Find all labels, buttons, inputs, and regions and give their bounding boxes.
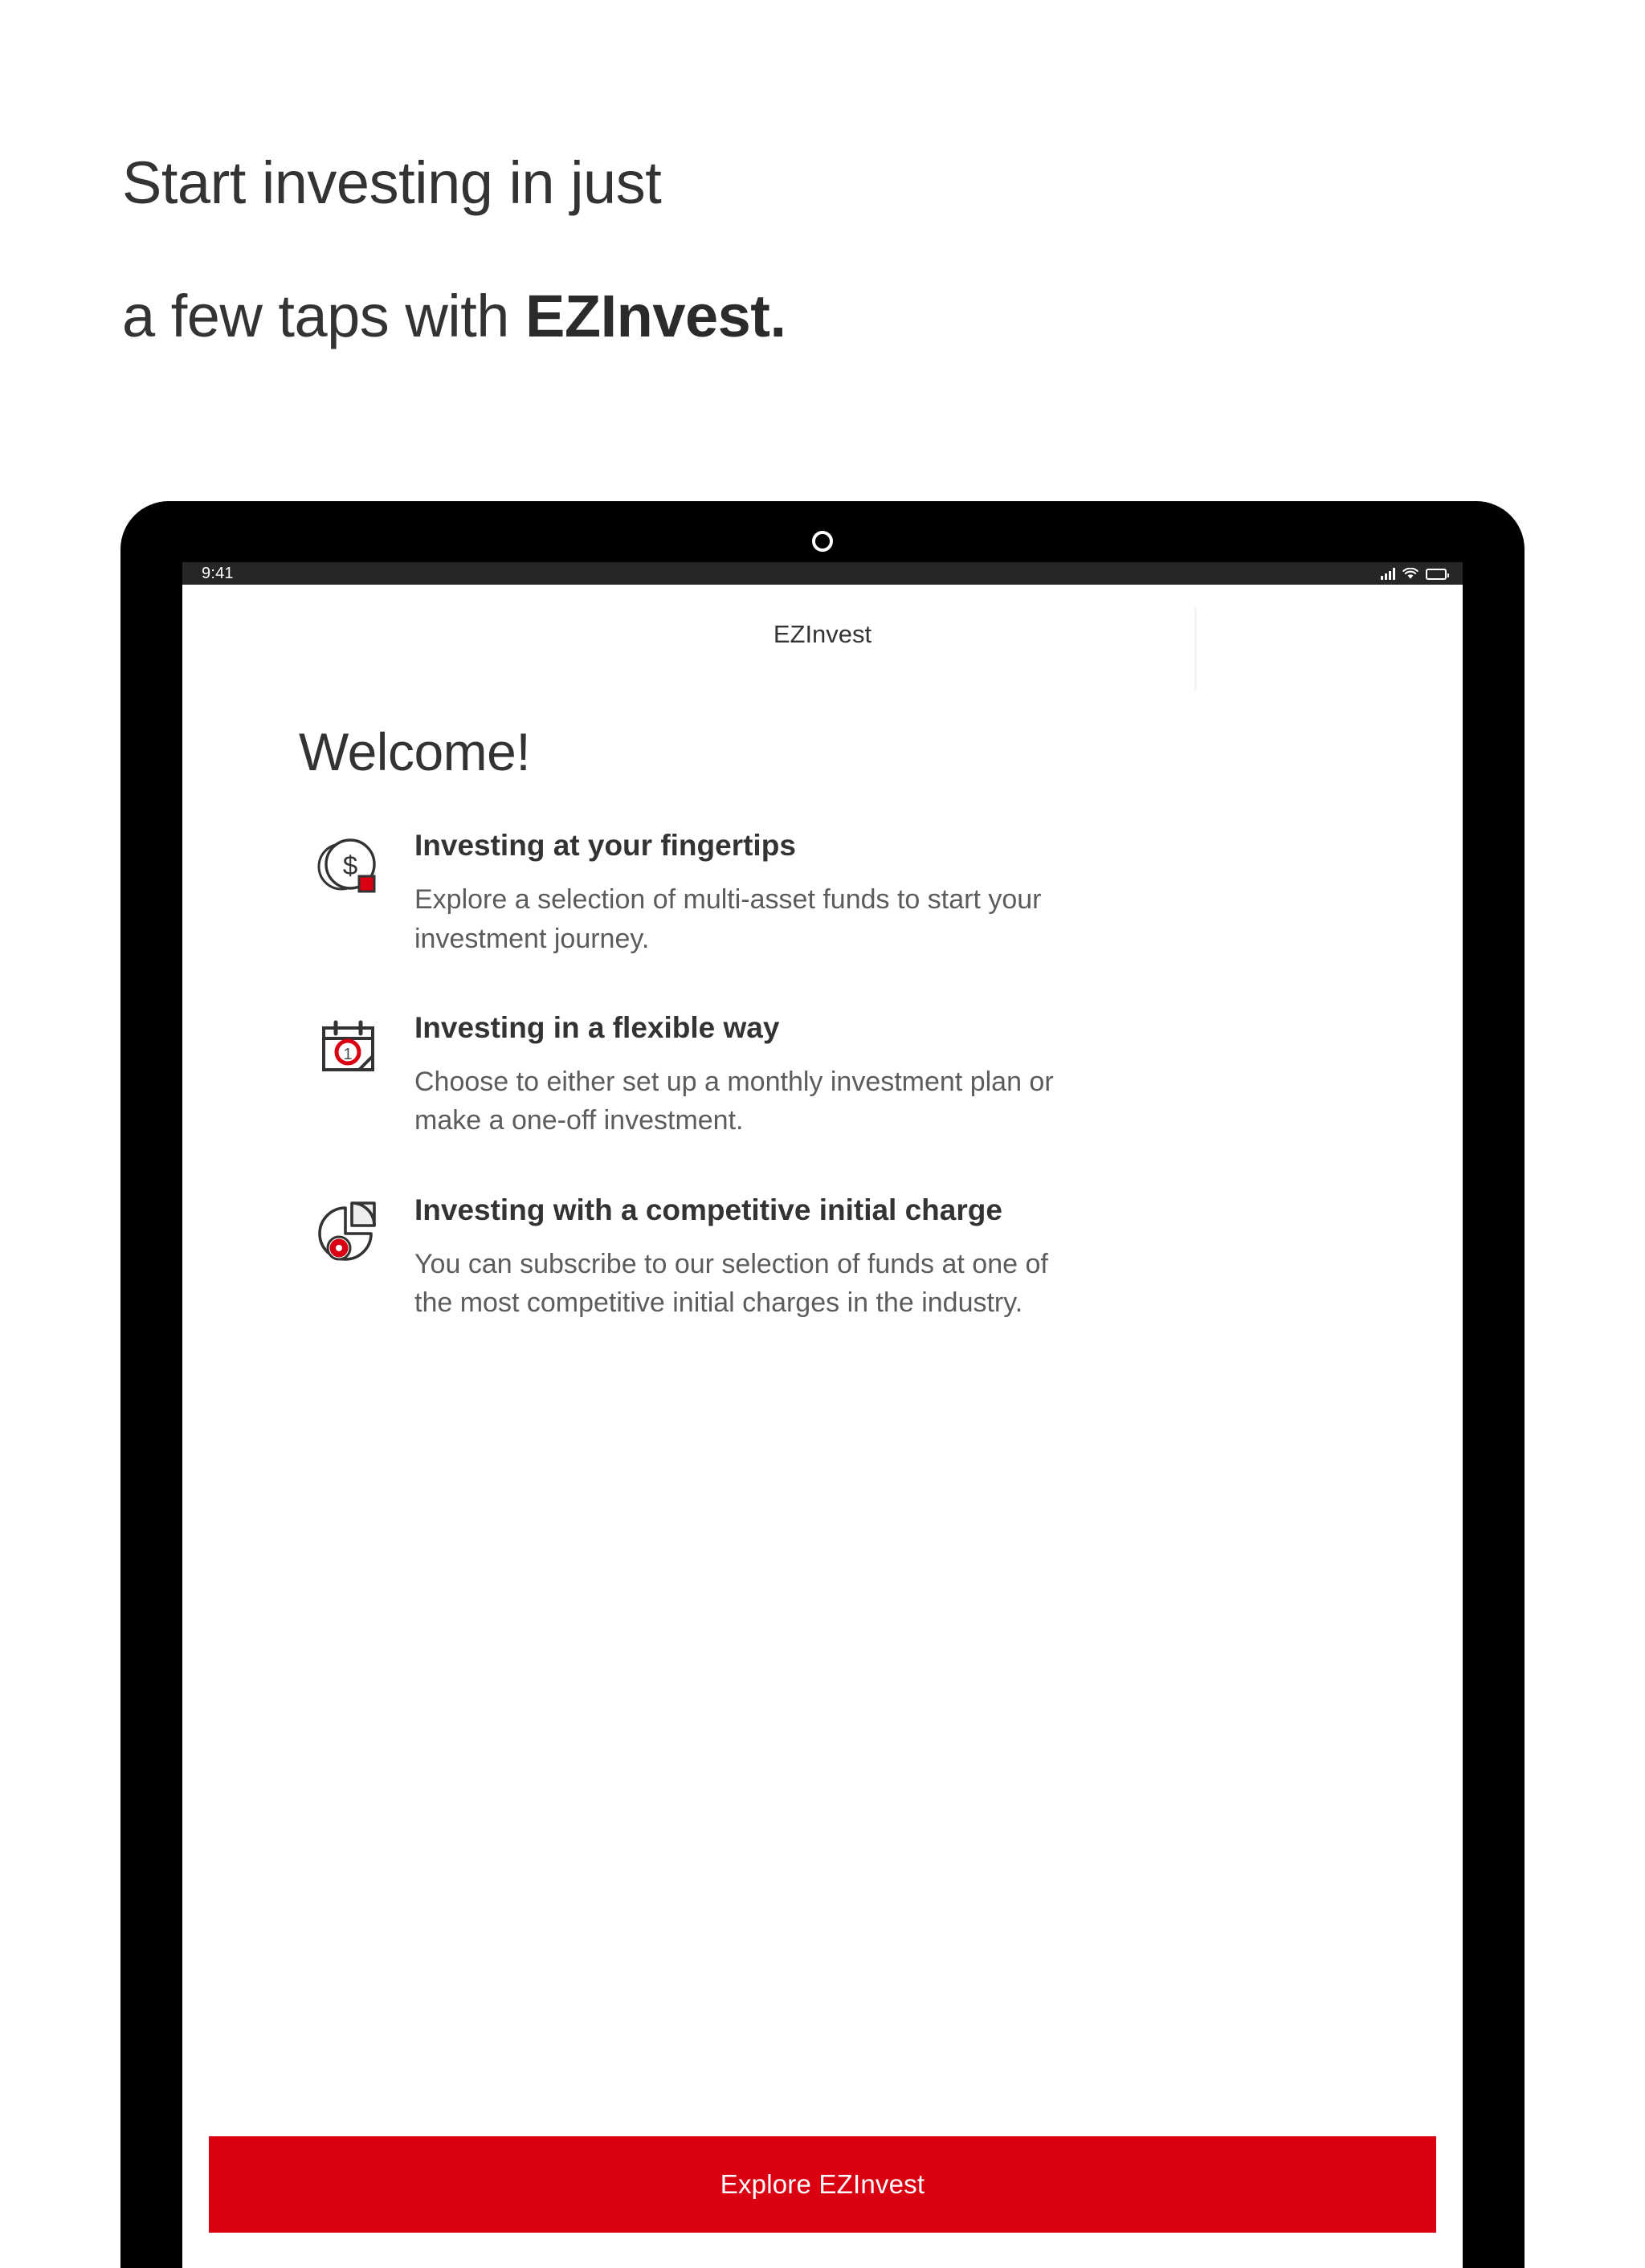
feature-title: Investing with a competitive initial charge (414, 1193, 1002, 1226)
welcome-heading: Welcome! (299, 722, 531, 781)
cellular-signal-icon (1381, 568, 1395, 580)
feature-title: Investing in a flexible way (414, 1010, 780, 1044)
battery-icon (1426, 569, 1447, 580)
wifi-icon (1402, 568, 1418, 580)
svg-text:$: $ (342, 850, 358, 880)
headline-line-2-plain: a few taps with (122, 282, 526, 349)
pie-chart-icon (313, 1197, 382, 1266)
list-item (313, 1192, 1406, 1323)
app-header (182, 585, 1463, 673)
headline-line-2 (122, 284, 1327, 350)
feature-title: Investing at your fingertips (414, 829, 796, 862)
header-divider (1194, 607, 1197, 690)
feature-text (414, 1192, 1081, 1323)
device-screen (182, 562, 1463, 2268)
status-bar-icons (1381, 568, 1447, 580)
camera-dot-icon (812, 531, 833, 552)
coins-dollar-icon (313, 832, 382, 901)
feature-description: Explore a selection of multi-asset funds to start your investment journey. (414, 884, 1042, 954)
page-title (122, 84, 1327, 416)
headline-brand-name: EZInvest. (525, 282, 786, 349)
app-header-title: EZInvest (773, 620, 872, 648)
headline-line-1: Start investing in just (122, 149, 662, 216)
feature-text (414, 827, 1081, 958)
cta-container (182, 2136, 1463, 2233)
feature-description: Choose to either set up a monthly investment plan or make a one-off investment. (414, 1067, 1054, 1136)
feature-list (299, 827, 1406, 1322)
onboarding-content (182, 673, 1463, 1322)
status-bar-clock: 9:41 (202, 564, 234, 582)
svg-text:1: 1 (343, 1045, 353, 1063)
tablet-device-frame (120, 501, 1525, 2268)
feature-text (414, 1010, 1081, 1140)
status-bar (182, 562, 1463, 585)
list-item (313, 827, 1406, 958)
feature-description: You can subscribe to our selection of funds at one of the most competitive initial charges in the industry. (414, 1248, 1048, 1319)
list-item (313, 1010, 1406, 1140)
explore-ezinvest-button[interactable]: Explore EZInvest (209, 2136, 1436, 2233)
calendar-one-icon (313, 1014, 382, 1083)
